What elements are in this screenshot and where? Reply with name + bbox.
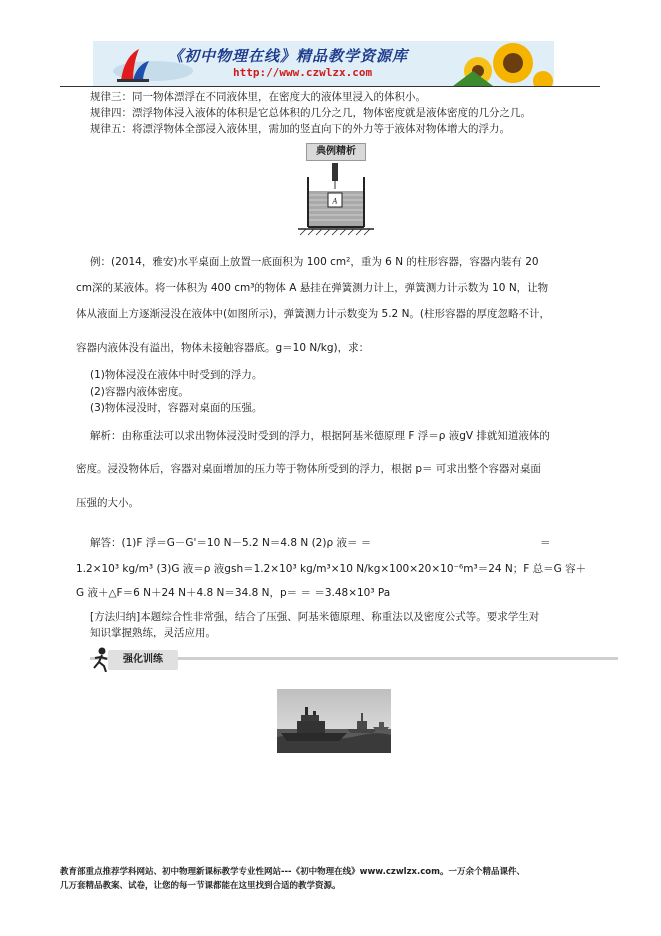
example-line-4: 容器内液体没有溢出，物体未接触容器底。g＝10 N/kg)，求： xyxy=(76,342,370,354)
question-3: (3)物体浸没时，容器对桌面的压强。 xyxy=(90,402,263,414)
footer-line-2: 几万套精品教案、试卷，让您的每一节课都能在这里找到合适的教学资源。 xyxy=(60,881,341,891)
example-line-2: cm深的某液体。将一体积为 400 cm³的物体 A 悬挂在弹簧测力计上，弹簧测力计示数为 10 N，让物 xyxy=(76,282,549,294)
banner-url-link[interactable]: http://www.czwlzx.com xyxy=(233,66,373,79)
section-practice-tag: 强化训练 xyxy=(108,650,178,670)
banner-title: 《初中物理在线》精品教学资源库 xyxy=(168,47,409,65)
header-banner xyxy=(93,41,554,86)
warship-photo xyxy=(277,689,391,753)
solution-line-1-end: ＝ xyxy=(540,537,551,549)
section-example-tag: 典例精析 xyxy=(306,143,366,161)
rule-4: 规律四：漂浮物体浸入液体的体积是它总体积的几分之几，物体密度就是液体密度的几分之几。 xyxy=(90,107,531,119)
header-divider xyxy=(60,86,600,87)
solution-line-2: 1.2×10³ kg/m³ (3)G 液＝ρ 液gsh＝1.2×10³ kg/m³×10 N/kg×100×20×10⁻⁶m³＝24 N；F 总＝G 容＋ xyxy=(76,563,587,575)
rule-3: 规律三：同一物体漂浮在不同液体里，在密度大的液体里浸入的体积小。 xyxy=(90,91,426,103)
question-2: (2)容器内液体密度。 xyxy=(90,386,189,398)
container-figure xyxy=(296,163,376,237)
example-line-1: 例：(2014，雅安)水平桌面上放置一底面积为 100 cm²，重为 6 N 的柱形容器，容器内装有 20 xyxy=(90,256,539,268)
analysis-line-3: 压强的大小。 xyxy=(76,497,139,509)
analysis-line-1: 解析：由称重法可以求出物体浸没时受到的浮力，根据阿基米德原理 F 浮＝ρ 液gV 排就知道液体的 xyxy=(90,430,550,442)
solution-line-3: G 液＋△F＝6 N＋24 N＋4.8 N＝34.8 N，p＝ ＝ ＝3.48×10³ Pa xyxy=(76,587,391,599)
rule-5: 规律五：将漂浮物体全部浸入液体里，需加的竖直向下的外力等于液体对物体增大的浮力。 xyxy=(90,123,510,135)
footer-line-1: 教育部重点推荐学科网站、初中物理新课标教学专业性网站---《初中物理在线》www.czwlzx.com。一万余个精品课件、 xyxy=(60,867,525,877)
method-line-1: [方法归纳]本题综合性非常强，结合了压强、阿基米德原理、称重法以及密度公式等。要求学生对 xyxy=(90,611,540,623)
question-1: (1)物体浸没在液体中时受到的浮力。 xyxy=(90,369,263,381)
method-line-2: 知识掌握熟练，灵活应用。 xyxy=(90,627,216,639)
solution-line-1: 解答：(1)F 浮＝G－G'＝10 N－5.2 N＝4.8 N (2)ρ 液＝ ＝ xyxy=(90,537,372,549)
figure-object-label: A xyxy=(332,197,338,206)
example-line-3: 体从液面上方逐渐浸没在液体中(如图所示)，弹簧测力计示数变为 5.2 N。(柱形容器的厚度忽略不计， xyxy=(76,308,551,320)
analysis-line-2: 密度。浸没物体后，容器对桌面增加的压力等于物体所受到的浮力，根据 p＝ 可求出整个容器对桌面 xyxy=(76,463,541,475)
